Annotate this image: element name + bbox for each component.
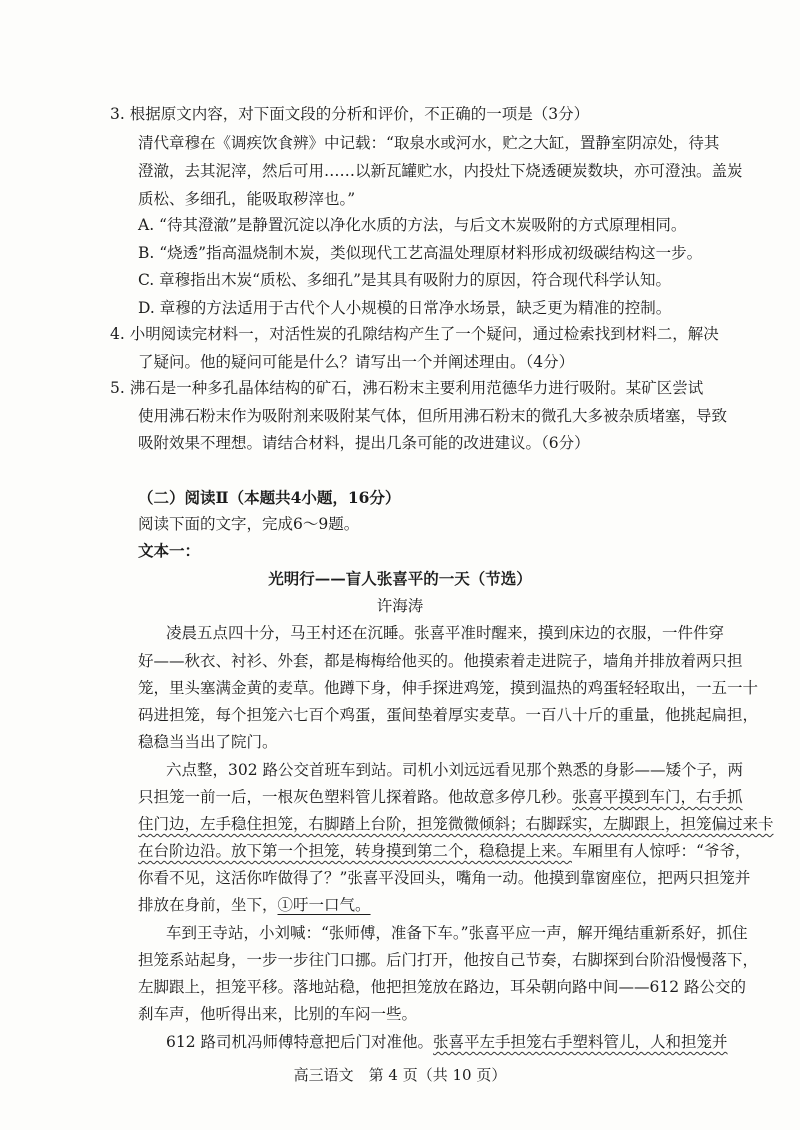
p2-line-2 — [138, 786, 743, 808]
q3-option-b: B. “烧透”指高温烧制木炭，类似现代工艺高温处理原材料形成初级碳结构这一步。 — [138, 244, 703, 262]
question-5-line-3: 吸附效果不理想。请结合材料，提出几条可能的改进建议。（6分） — [138, 434, 590, 452]
p4-underlined-passage: 张喜平左手担笼右手塑料管儿，人和担笼并 — [433, 1033, 728, 1051]
p4-line-1 — [166, 1031, 728, 1053]
p3-line-2: 担笼系站起身，一步一步往门口挪。后门打开，他按自己节奏，右脚探到台阶沿慢慢落下， — [138, 951, 759, 969]
p2-underlined-passage-mid: 住门边，左手稳住担笼，右脚踏上台阶，担笼微微倾斜；右脚踩实，左脚跟上，担笼偏过来卡 — [138, 815, 774, 833]
p4-line-1-plain: 612 路司机冯师傅特意把后门对准他。 — [166, 1033, 434, 1051]
p2-line-6 — [138, 894, 371, 916]
text-label: 文本一： — [138, 541, 201, 560]
question-3-stem: 3. 根据原文内容，对下面文段的分析和评价，不正确的一项是（3分） — [110, 105, 590, 123]
section-heading: （二）阅读Ⅱ（本题共4小题，16分） — [138, 488, 401, 507]
p2-line-4-plain: 车厢里有人惊呼：“爷爷， — [572, 842, 751, 860]
p2-line-2-plain: 只担笼一前一后，一根灰色塑料管儿探着路。他故意多停几秒。 — [138, 788, 573, 806]
question-5-line-2: 使用沸石粉末作为吸附剂来吸附某气体，但所用沸石粉末的微孔大多被杂质堵塞，导致 — [138, 407, 728, 425]
p2-line-4 — [138, 840, 750, 862]
p1-line-5: 稳稳当当出了院门。 — [138, 733, 278, 751]
q3-passage-line-1: 清代章穆在《调疾饮食辨》中记载：“取泉水或河水，贮之大缸，置静室阴凉处，待其 — [138, 134, 720, 152]
q3-passage-line-2: 澄澈，去其泥滓，然后可用……以新瓦罐贮水，内投灶下烧透硬炭数块，亦可澄浊。盖炭 — [138, 162, 743, 180]
page-footer: 高三语文 第 4 页（共 10 页） — [293, 1066, 507, 1084]
p2-line-6-plain: 排放在身前，坐下， — [138, 896, 278, 914]
p1-line-1: 凌晨五点四十分，马王村还在沉睡。张喜平准时醒来，摸到床边的衣服，一件件穿 — [166, 624, 725, 642]
q3-passage-line-3: 质松、多细孔，能吸取秽滓也。” — [138, 190, 356, 208]
q3-option-c: C. 章穆指出木炭“质松、多细孔”是其具有吸附力的原因，符合现代科学认知。 — [138, 271, 672, 289]
section-instruction: 阅读下面的文字，完成6～9题。 — [138, 515, 360, 533]
p2-underlined-passage-end: 在台阶边沿。放下第一个担笼，转身摸到第二个，稳稳提上来。 — [138, 842, 573, 860]
p1-line-4: 码进担笼，每个担笼六七百个鸡蛋，蛋间垫着厚实麦草。一百八十斤的重量，他挑起扁担， — [138, 706, 759, 724]
p1-line-3: 笼，里头塞满金黄的麦草。他蹲下身，伸手探进鸡笼，摸到温热的鸡蛋轻轻取出，一五一十 — [138, 679, 759, 697]
question-4-line-1: 4. 小明阅读完材料一，对活性炭的孔隙结构产生了一个疑问，通过检索找到材料二，解决 — [110, 325, 719, 343]
p1-line-2: 好——秋衣、衬衫、外套，都是梅梅给他买的。他摸索着走进院子，墙角并排放着两只担 — [138, 652, 743, 670]
q3-option-d: D. 章穆的方法适用于古代个人小规模的日常净水场景，缺乏更为精准的控制。 — [138, 299, 672, 317]
article-author: 许海涛 — [376, 597, 424, 615]
p2-underlined-passage-start: 张喜平摸到车门，右手抓 — [572, 788, 743, 806]
question-5-line-1: 5. 沸石是一种多孔晶体结构的矿石，沸石粉末主要利用范德华力进行吸附。某矿区尝试 — [110, 379, 704, 397]
p3-line-1: 车到王寺站，小刘喊：“张师傅，准备下车。”张喜平应一声，解开绳结重新系好，抓住 — [166, 924, 748, 942]
p2-line-3 — [138, 813, 774, 835]
p2-line-1: 六点整，302 路公交首班车到站。司机小刘远远看见那个熟悉的身影——矮个子，两 — [166, 761, 744, 779]
p3-line-4: 刹车声，他听得出来，比别的车闷一些。 — [138, 1005, 418, 1023]
article-title: 光明行——盲人张喜平的一天（节选） — [268, 569, 532, 588]
q3-option-a: A. “待其澄澈”是静置沉淀以净化水质的方法，与后文木炭吸附的方式原理相同。 — [138, 216, 687, 234]
p2-line-5: 你看不见，这活你咋做得了？”张喜平没回头，嘴角一动。他摸到靠窗座位，把两只担笼并 — [138, 869, 751, 887]
p3-line-3: 左脚跟上，担笼平移。落地站稳，他把担笼放在路边，耳朵朝向路中间——612 路公交的 — [138, 978, 747, 996]
marked-sentence-1: ①吁一口气。 — [277, 896, 371, 914]
question-4-line-2: 了疑问。他的疑问可能是什么？请写出一个并阐述理由。（4分） — [138, 353, 575, 371]
